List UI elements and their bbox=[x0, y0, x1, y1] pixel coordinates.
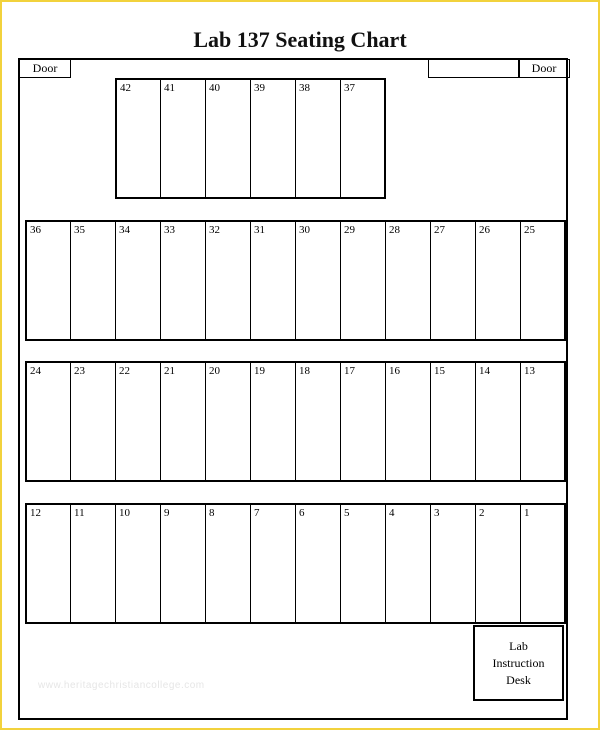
seat-36: 36 bbox=[25, 220, 71, 341]
desk-label-line2: Desk bbox=[506, 672, 531, 687]
seat-14: 14 bbox=[475, 361, 521, 482]
door-right-blank-box bbox=[428, 59, 520, 78]
seat-2: 2 bbox=[475, 503, 521, 624]
seat-26: 26 bbox=[475, 220, 521, 341]
seat-30: 30 bbox=[295, 220, 341, 341]
seat-10: 10 bbox=[115, 503, 161, 624]
door-right: Door bbox=[518, 59, 570, 78]
page-title: Lab 137 Seating Chart bbox=[193, 27, 407, 52]
seat-35: 35 bbox=[70, 220, 116, 341]
seat-5: 5 bbox=[340, 503, 386, 624]
lab-instruction-desk bbox=[473, 625, 564, 701]
seat-1: 1 bbox=[520, 503, 566, 624]
seat-20: 20 bbox=[205, 361, 251, 482]
seat-15: 15 bbox=[430, 361, 476, 482]
seat-34: 34 bbox=[115, 220, 161, 341]
seat-4: 4 bbox=[385, 503, 431, 624]
seat-24: 24 bbox=[25, 361, 71, 482]
seat-33: 33 bbox=[160, 220, 206, 341]
seat-23: 23 bbox=[70, 361, 116, 482]
seat-17: 17 bbox=[340, 361, 386, 482]
seat-29: 29 bbox=[340, 220, 386, 341]
seat-22: 22 bbox=[115, 361, 161, 482]
seat-32: 32 bbox=[205, 220, 251, 341]
seat-19: 19 bbox=[250, 361, 296, 482]
seat-28: 28 bbox=[385, 220, 431, 341]
seat-6: 6 bbox=[295, 503, 341, 624]
seat-12: 12 bbox=[25, 503, 71, 624]
seat-37: 37 bbox=[340, 78, 386, 199]
seat-38: 38 bbox=[295, 78, 341, 199]
seat-31: 31 bbox=[250, 220, 296, 341]
seat-3: 3 bbox=[430, 503, 476, 624]
watermark: www.heritagechristiancollege.com bbox=[38, 680, 205, 691]
door-left: Door bbox=[19, 59, 71, 78]
seat-25: 25 bbox=[520, 220, 566, 341]
seat-21: 21 bbox=[160, 361, 206, 482]
seat-7: 7 bbox=[250, 503, 296, 624]
seat-40: 40 bbox=[205, 78, 251, 199]
seat-39: 39 bbox=[250, 78, 296, 199]
seat-16: 16 bbox=[385, 361, 431, 482]
seat-8: 8 bbox=[205, 503, 251, 624]
seat-41: 41 bbox=[160, 78, 206, 199]
seat-11: 11 bbox=[70, 503, 116, 624]
seat-18: 18 bbox=[295, 361, 341, 482]
desk-label-line1: Lab Instruction bbox=[492, 638, 545, 670]
seat-42: 42 bbox=[115, 78, 161, 199]
seat-13: 13 bbox=[520, 361, 566, 482]
seat-9: 9 bbox=[160, 503, 206, 624]
seat-27: 27 bbox=[430, 220, 476, 341]
